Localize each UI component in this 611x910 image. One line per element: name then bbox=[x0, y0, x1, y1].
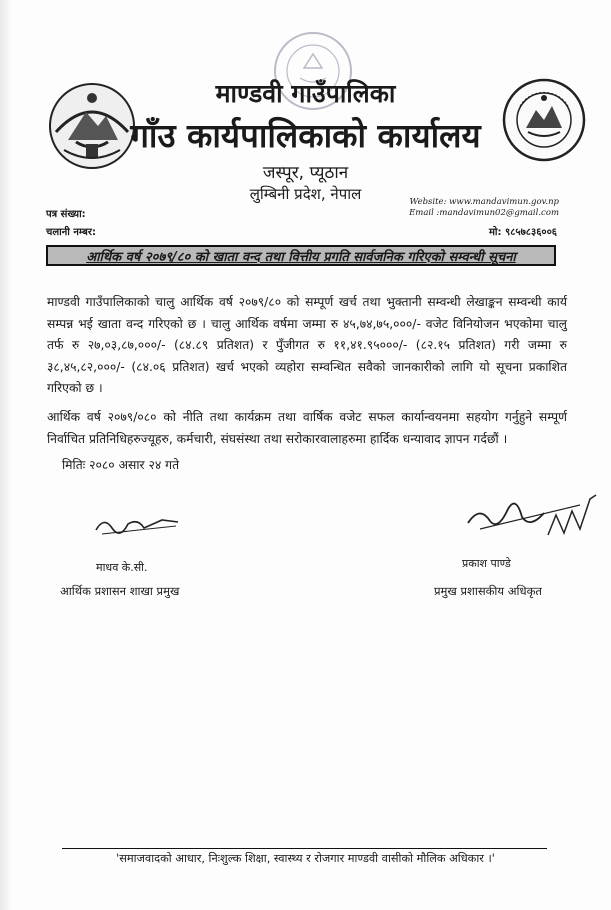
body-paragraph-2: आर्थिक वर्ष २०७९/०८० को नीति तथा कार्यक्रम तथा वार्षिक वजेट सफल कार्यान्वयनमा सहयोग गर्नुहुने सम्पूर्ण निर्वाचित प्रतिनिधिहरुज्यूहरु, कर्मचारी, संघसंस्था तथा सरोकारवालाहरुमा हार्दिक धन्यावाद ज्ञापन गर्दछौं । bbox=[47, 410, 567, 446]
signatory-right-title: प्रमुख प्रशासकीय अधिकृत bbox=[434, 584, 542, 598]
address-line2: लुम्बिनी प्रदेश, नेपाल bbox=[249, 185, 362, 203]
phone-number: मो: ९८५७८३६००६ bbox=[488, 227, 557, 238]
dispatch-number-label: चलानी नम्बर: bbox=[46, 227, 96, 238]
contact-block bbox=[409, 197, 559, 219]
signatory-left-title: आर्थिक प्रशासन शाखा प्रमुख bbox=[60, 584, 180, 598]
address-line1: जस्पूर, प्यूठान bbox=[262, 163, 349, 183]
letter-number-label: पत्र संख्या: bbox=[46, 209, 86, 220]
subject-heading: आर्थिक वर्ष २०७९/८० को खाता वन्द तथा वित्तीय प्रगति सार्वजनिक गरिएको सम्वन्धी सूचना bbox=[46, 245, 556, 266]
email-text: Email :mandavimun02@gmail.com bbox=[409, 208, 559, 218]
signature-right-icon bbox=[460, 465, 600, 545]
org-name: माण्डवी गाउँपालिका bbox=[215, 79, 396, 108]
signatory-left-name: माधव के.सी. bbox=[96, 561, 148, 574]
website-text: Website: www.mandavimun.gov.np bbox=[409, 197, 559, 207]
body-paragraph-1: माण्डवी गाउँपालिकाको चालु आर्थिक वर्ष २०७९/८० को सम्पूर्ण खर्च तथा भुक्तानी सम्वन्धी लेखाङ्कन सम्वन्धी कार्य सम्पन्न भई खाता वन्द गरिएको छ । चालु आर्थिक वर्षमा जम्मा रु ४५,७४,७५,०००/- वजेट विनियोजन भएकोमा चालु तर्फ रु २७,०३,८७,०००/- (८४.८९ प्रतिशत) र पुँजीगत रु ११,४१.९५०००/- (८२.१५ प्रतिशत) गरी जम्मा रु ३८,४५,८२,०००/- (८४.०६ प्रतिशत) खर्च भएको व्यहोरा सम्वन्धित सवैको जानकारीको लागि यो सूचना प्रकाशित गरिएको छ । bbox=[47, 295, 567, 395]
office-name: गाँउ कार्यपालिकाको कार्यालय bbox=[130, 116, 481, 155]
footer-slogan: 'समाजवादको आधार, निःशुल्क शिक्षा, स्वास्थ्य र रोजगार माण्डवी वासीको मौलिक अधिकार ।' bbox=[116, 852, 495, 865]
signatory-right-name: प्रकाश पाण्डे bbox=[462, 557, 511, 570]
notice-date: मितिः २०८० असार २४ गते bbox=[62, 458, 180, 472]
footer-divider bbox=[62, 848, 547, 849]
signature-left-icon bbox=[92, 512, 182, 538]
